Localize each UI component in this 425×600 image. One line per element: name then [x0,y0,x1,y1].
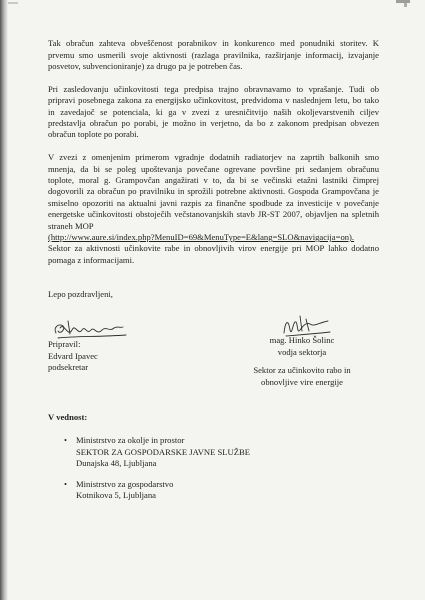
closing [48,289,379,300]
body-line: in zavedajoč se potenciala, ki ga v zvezi z uresničitvijo naših okoljevarstvenih ciljev [48,106,379,117]
prepared-by-label: Pripravil: [48,339,81,350]
scan-artifact [8,2,18,4]
body-line: Tak obračun zahteva obveščenost porabnikov in konkurenco med ponudniki storitev. K [48,38,379,49]
scan-artifact [396,0,410,3]
body-line: energetske učinkovitosti obstoječih večstanovanjskih stavb JR-ST 2007, objavljen na spletnih [48,209,379,220]
cc-recipient [76,435,336,469]
body-line: V zvezi z omenjenim primerom vgradnje dodatnih radiatorjev na zaprtih balkonih smo [48,152,379,163]
prepared-by-block [48,339,188,373]
link-url: (http://www.aure.si/index.php?MenuID=69&MenuType=E&lang=SLO&navigacija=on). [48,232,355,243]
body-line: mnenja, da bi se poleg upoštevanja povečane ogrevane površine pri sedanjem obračunu [48,163,379,174]
closing-text: Lepo pozdravljeni, [48,289,113,300]
recipient-line: Dunajska 48, Ljubljana [76,458,157,469]
bullet-icon: • [64,479,68,489]
signatory-title: vodja sektorja [277,346,327,357]
scan-artifact [404,3,407,7]
body-line: dogovorili za obračun po pravilniku in sprožili potrebne aktivnosti. Gospoda Grampovčana je [48,186,379,197]
signatory-block [232,335,372,358]
recipient-line: Ministrstvo za okolje in prostor [76,435,185,446]
body-line: Pri zasledovanju učinkovitosti tega predpisa trajno obravnavamo to vprašanje. Tudi ob [48,83,379,94]
body-line: posvetov, subvencioniranje) za drugo pa je potreben čas. [48,61,243,72]
prepared-by-title: podsekretar [48,362,89,373]
body-line: smiselno opozoriti na aktualni javni razpis za finančne spodbude za investicije v povečanje [48,197,379,208]
body-line: toplote, moral g. Grampovčan angažirati v to, da bi se večinski etažni lastniki čimprej [48,175,379,186]
body-line: straneh MOP [48,220,94,231]
cc-heading: V vednost: [48,412,88,423]
recipient-line: Ministrstvo za gospodarstvo [76,479,174,489]
bullet-icon: • [64,435,68,446]
recipient-line: Kotnikova 5, Ljubljana [76,490,156,501]
paragraph-2 [48,84,379,141]
body-line: predstavlja obračun po porabi, je možno in verjetno, da bo z zakonom predpisan obvezen [48,118,379,129]
cc-recipient [76,479,336,502]
recipient-line: SEKTOR ZA GOSPODARSKE JAVNE SLUŽBE [76,446,250,457]
scan-edge-shadow [0,0,8,600]
prepared-by-name: Edvard Ipavec [48,350,98,361]
body-line: obračun toplote po porabi. [48,129,139,140]
signatory-name: mag. Hinko Šolinc [269,335,335,346]
body-line: prvemu smo usmerili svoje aktivnosti (razlaga pravilnika, razširjanje informacij, izvajanje [48,49,379,60]
body-line: Sektor za aktivnosti učinkovite rabe in obnovljivih virov energije pri MOP lahko dodatno [48,243,379,254]
paragraph-1 [48,38,379,72]
paragraph-3 [48,152,379,266]
department-line: obnovljive vire energije [261,376,343,387]
body-line: pripravi posebnega zakona za energijsko učinkovitost, predvidoma v naslednjem letu, bo tako [48,95,379,106]
department-line: Sektor za učinkovito rabo in [253,365,351,376]
body-line: pomaga z informacijami. [48,254,135,265]
signatory-department [232,365,372,388]
